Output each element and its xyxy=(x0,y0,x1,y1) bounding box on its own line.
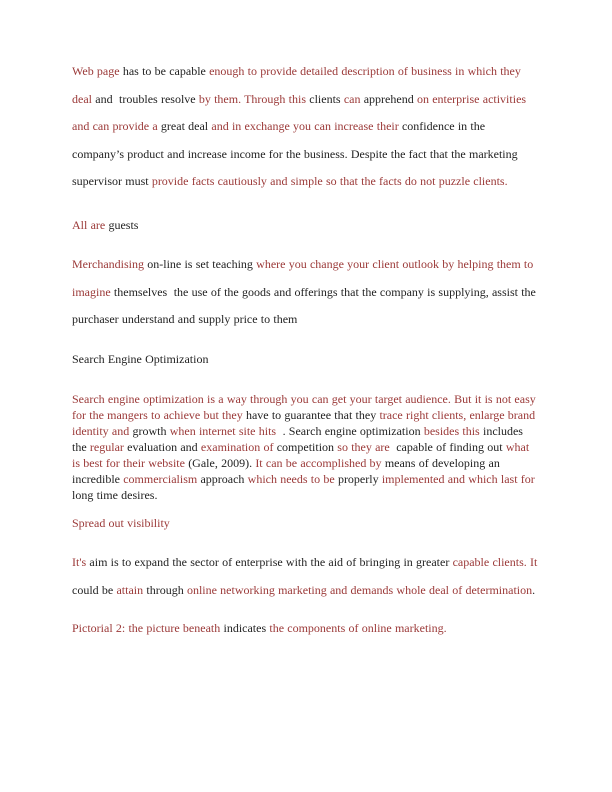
text-run: provide facts cautiously and simple so that the facts do not puzzle clients. xyxy=(151,174,508,188)
caption-pictorial-2 xyxy=(72,615,540,643)
text-run: apprehend xyxy=(363,91,417,106)
text-run: competition xyxy=(276,440,338,454)
paragraph-webpage-description xyxy=(72,58,540,196)
text-run: can xyxy=(343,91,364,106)
text-run: by them. Through this xyxy=(198,91,310,106)
text-run: It's xyxy=(72,555,90,569)
text-run: besides this xyxy=(423,424,483,438)
text-run: have to guarantee that they xyxy=(245,408,380,422)
text-run: Spread out visibility xyxy=(72,516,170,530)
text-run: includes the xyxy=(72,424,523,454)
text-run: the components of online marketing. xyxy=(269,621,447,635)
heading-search-engine-optimization xyxy=(72,346,540,374)
text-run: indicates xyxy=(223,621,270,635)
text-run: long time desires. xyxy=(72,488,158,502)
text-run: Merchandising xyxy=(72,257,148,271)
heading-spread-out-visibility xyxy=(72,515,540,531)
text-run: properly xyxy=(337,472,382,486)
text-run: what is best for their website xyxy=(72,440,530,470)
text-run: which needs to be xyxy=(247,472,338,486)
text-run: implemented and which last for xyxy=(381,472,535,486)
text-run: regular xyxy=(89,440,128,454)
text-run: when internet site hits xyxy=(169,424,280,438)
text-run: (Gale, 2009). xyxy=(188,456,256,470)
text-run: All are xyxy=(72,217,109,232)
text-run: trace right clients, enlarge brand identity and xyxy=(72,408,536,438)
text-run: attain xyxy=(116,582,147,597)
text-run: on-line is set teaching xyxy=(147,257,257,271)
text-run: where you change your client outlook by helping them to imagine xyxy=(72,257,534,299)
text-run: evaluation and xyxy=(127,440,201,454)
text-run: clients xyxy=(309,91,344,106)
text-run: through xyxy=(146,582,187,597)
text-run: Search Engine Optimization xyxy=(72,351,209,366)
text-run: so they are xyxy=(337,440,393,454)
text-run: growth xyxy=(132,424,170,438)
text-run: Pictorial 2: the picture beneath xyxy=(72,621,224,635)
text-run: themselves the use of the goods and offerings that the company is supplying, assist the purchaser understand and supply price to them xyxy=(72,284,536,326)
paragraph-seo-details xyxy=(72,391,540,503)
text-run: and troubles resolve xyxy=(92,91,199,106)
text-run: great deal xyxy=(160,119,212,133)
text-run: guests xyxy=(108,217,139,232)
text-run: could be xyxy=(72,582,117,597)
paragraph-expand-visibility xyxy=(72,549,540,604)
text-run: . Search engine optimization xyxy=(279,424,424,438)
paragraph-merchandising-online xyxy=(72,251,540,334)
text-run: capable clients. It xyxy=(452,555,538,569)
text-run: . xyxy=(532,582,536,597)
text-run: enough to provide detailed description of business in which they deal xyxy=(72,64,521,106)
text-run: means of developing an incredible xyxy=(72,456,500,486)
text-run: Web page xyxy=(72,64,120,78)
text-run: approach xyxy=(200,472,248,486)
text-run: and in exchange you can increase their xyxy=(211,119,402,133)
text-run: on enterprise activities and can provide a xyxy=(72,91,527,133)
text-run: It can be accomplished by xyxy=(255,456,385,470)
text-run: confidence in the company’s product and increase income for the business. Despite the fact that the marketing supervisor must xyxy=(72,119,518,188)
text-run: capable of finding out xyxy=(392,440,506,454)
text-run: has to be capable xyxy=(119,64,210,78)
text-run: online networking marketing and demands whole deal of determination xyxy=(186,582,533,597)
line-all-are-guests xyxy=(72,212,540,240)
text-run: aim is to expand the sector of enterprise with the aid of bringing in greater xyxy=(89,555,453,569)
text-run: Search engine optimization is a way through you can get your target audience. But it is not easy for the mangers to achieve but they xyxy=(72,392,536,422)
text-run: commercialism xyxy=(123,472,201,486)
text-run: examination of xyxy=(200,440,277,454)
